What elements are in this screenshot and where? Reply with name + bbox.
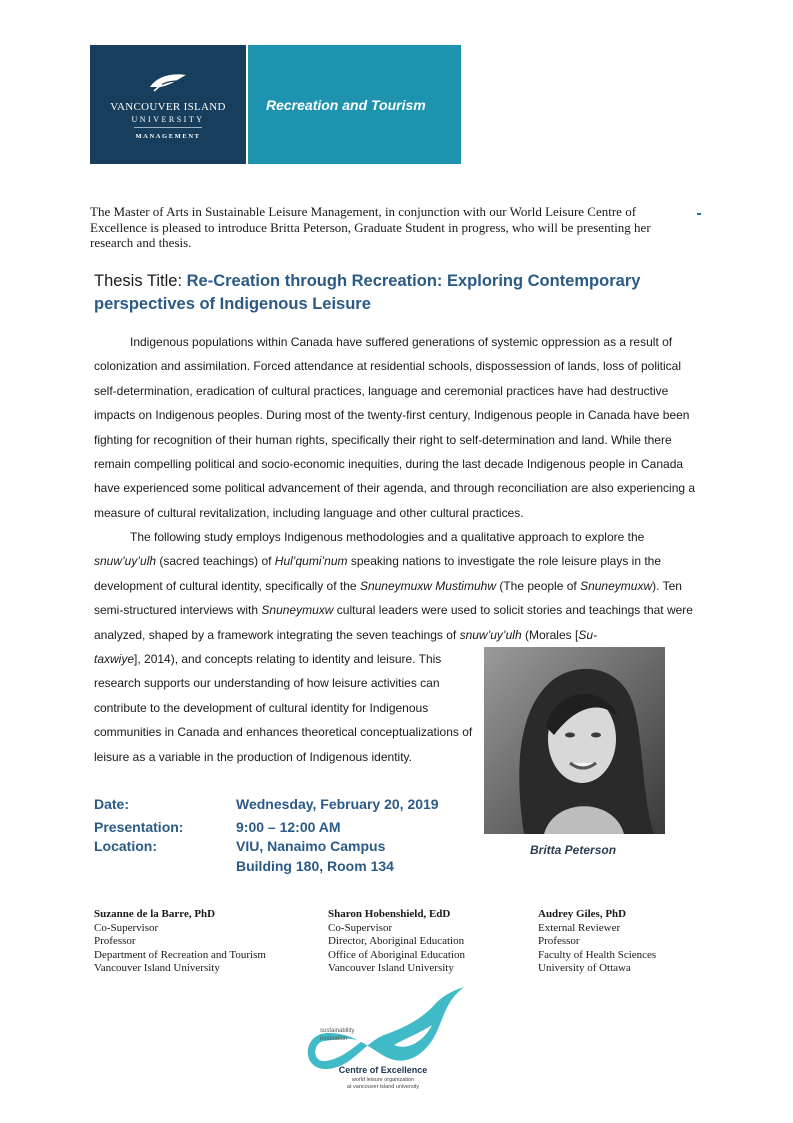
person-org: Department of Recreation and Tourism	[94, 948, 266, 961]
location-line-2: Building 180, Room 134	[236, 858, 394, 874]
presentation-value: 9:00 – 12:00 AM	[236, 819, 341, 835]
location-label: Location:	[94, 838, 157, 854]
abstract-text: (sacred teachings) of	[159, 554, 272, 569]
thesis-heading	[94, 270, 694, 316]
abstract-term: Snuneymuxw	[261, 603, 334, 618]
person-org: Vancouver Island University	[328, 962, 454, 975]
leaf-icon	[148, 71, 188, 93]
abstract-text: speaking nations to investigate the role leisure plays in the development of cultural identity, specifically of the	[94, 554, 662, 593]
intro-text: The Master of Arts in Sustainable Leisure Management, in conjunction with our World Leisure Centre of Excellence is pleased to introduce Britta Peterson, Graduate Student in progress, who will be presenting her research and thesis.	[90, 204, 651, 251]
person-role: Co-Supervisor	[328, 921, 393, 934]
logo-rule	[134, 127, 202, 128]
abstract-text: (Morales [	[524, 627, 579, 642]
date-value: Wednesday, February 20, 2019	[236, 796, 439, 812]
abstract-term: Hul’qumi’num	[274, 554, 348, 569]
person-role: Co-Supervisor	[94, 921, 159, 934]
logo-line: at vancouver island university	[346, 1084, 420, 1090]
logo-word: sustainability	[320, 1028, 355, 1034]
logo-word: innovation	[320, 1036, 348, 1042]
abstract-term: Snuneymuxw	[580, 578, 653, 593]
person-name: Sharon Hobenshield, EdD	[328, 908, 451, 920]
logo-line: world leisure organization	[351, 1077, 415, 1083]
viu-logo	[90, 45, 246, 164]
person-org: Office of Aboriginal Education	[328, 948, 465, 961]
university-name: VANCOUVER ISLAND	[110, 101, 226, 113]
department-panel	[248, 45, 461, 164]
person-org: Vancouver Island University	[94, 962, 220, 975]
abstract-text: (The people of	[499, 578, 577, 593]
person-title: Professor	[538, 935, 580, 948]
margin-mark	[697, 213, 701, 215]
date-label: Date:	[94, 796, 130, 812]
abstract-term: Su-	[578, 627, 597, 642]
abstract-text: cultural leaders were used to solicit stories and teachings that were analyzed, shaped by a framework integrating the seven teachings of	[94, 603, 693, 642]
abstract-text: The following study employs Indigenous methodologies and a qualitative approach to explore the	[130, 530, 645, 544]
thesis-title: Re-Creation through Recreation: Exploring Contemporary perspectives of Indigenous Leisure	[94, 272, 641, 313]
person-block	[538, 908, 656, 976]
person-name: Audrey Giles, PhD	[538, 908, 627, 920]
portrait-photo	[484, 647, 665, 834]
abstract-paragraph-2-cont	[94, 647, 474, 769]
person-org: Faculty of Health Sciences	[538, 948, 657, 961]
abstract-paragraph-2	[94, 525, 699, 647]
photo-caption: Britta Peterson	[530, 843, 617, 857]
person-name: Suzanne de la Barre, PhD	[94, 908, 216, 920]
abstract-term: snuw’uy’ulh	[459, 627, 522, 642]
person-role: External Reviewer	[538, 921, 621, 934]
abstract-term: snuw’uy’ulh	[94, 554, 157, 569]
logo-title: Centre of Excellence	[338, 1065, 428, 1075]
abstract-text: ], 2014), and concepts relating to identity and leisure. This research supports our understanding of how leisure activities can contribute to the development of cultural identity for Indigenous communities in Canada and enhances theoretical conceptualizations of leisure as a variable in the production of Indigenous identity.	[94, 652, 473, 764]
person-title: Professor	[94, 935, 136, 948]
presentation-label: Presentation:	[94, 819, 184, 835]
person-block	[328, 908, 465, 976]
abstract-text: ). Ten semi-structured interviews with	[94, 578, 682, 618]
abstract-term: taxwiye	[94, 652, 135, 666]
person-org: University of Ottawa	[538, 962, 631, 975]
department-name: Recreation and Tourism	[266, 96, 426, 113]
abstract-paragraph-1: Indigenous populations within Canada have suffered generations of systemic oppression as a result of colonization and assimilation. Forced attendance at residential schools, dispossession of lands, loss of political self-determination, eradication of cultural practices, language and ceremonial practices have had destructive impacts on Indigenous peoples. During most of the twenty-first century, Indigenous people in Canada have been fighting for recognition of their human rights, specifically their right to self-determination and land. While there remain compelling political and socio-economic inequities, during the last decade Indigenous people in Canada have experienced some political advancement of their agenda, and through reconciliation are also experiencing a measure of cultural revitalization, including language and other cultural practices.	[94, 335, 696, 520]
thesis-label: Thesis Title:	[94, 272, 183, 290]
management-label: MANAGEMENT	[135, 133, 201, 140]
location-line-1: VIU, Nanaimo Campus	[236, 838, 386, 854]
university-sub: UNIVERSITY	[131, 115, 205, 124]
abstract-term: Snuneymuxw Mustimuhw	[359, 578, 496, 593]
header-banner	[90, 45, 461, 164]
centre-of-excellence-logo	[298, 985, 468, 1093]
person-title: Director, Aboriginal Education	[328, 935, 465, 948]
person-block	[94, 908, 266, 976]
